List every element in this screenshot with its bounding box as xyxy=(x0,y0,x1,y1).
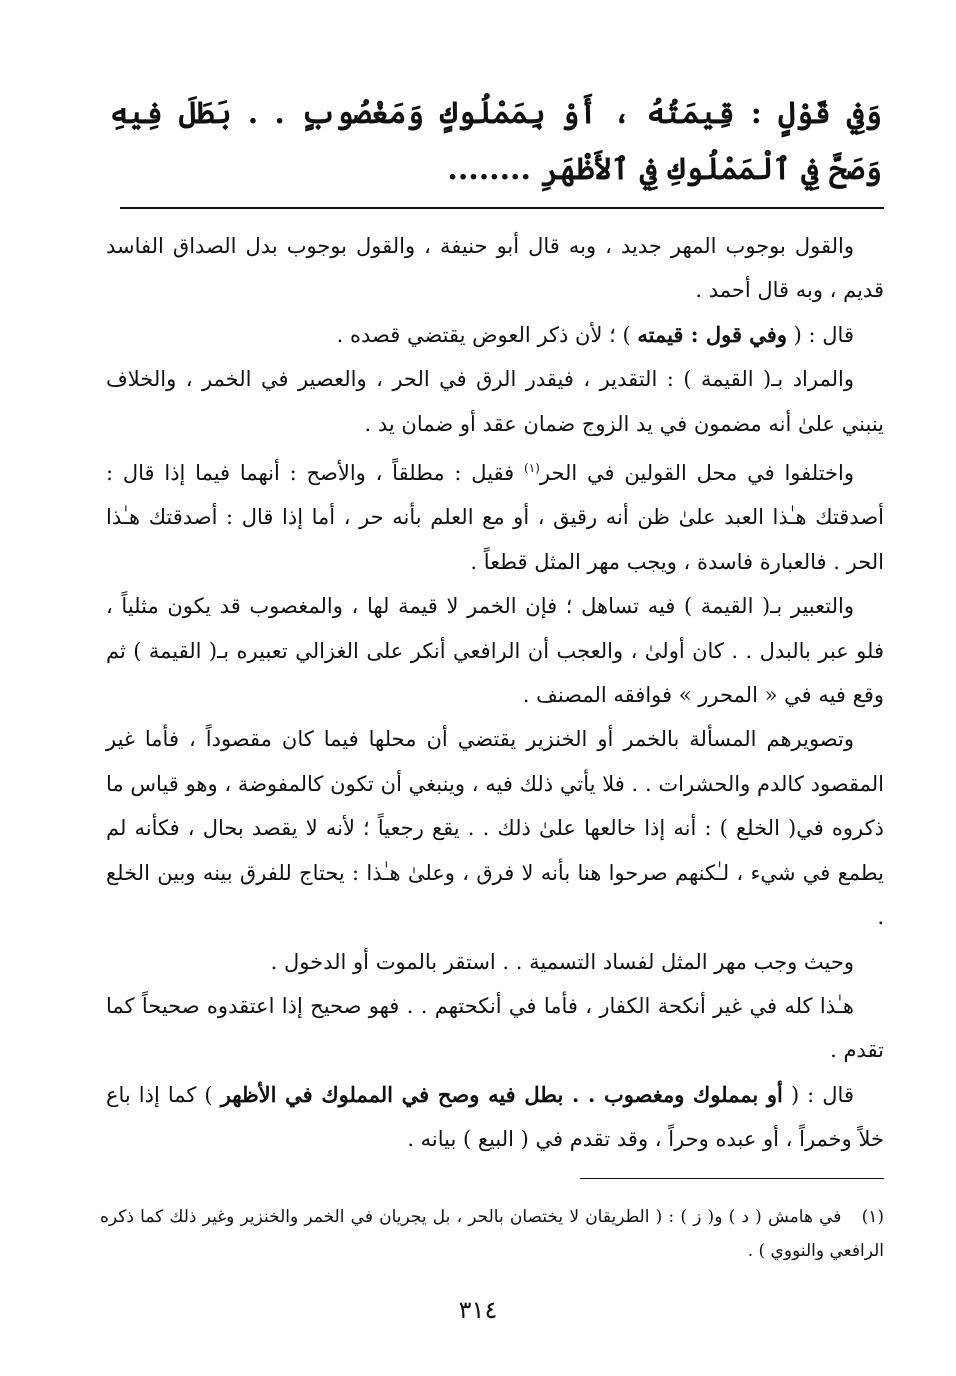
commentary-body xyxy=(106,224,884,1162)
commentary-paragraph-8: هـٰذا كله في غير أنكحة الكفار ، فأما في أنكحتهم . . فهو صحيح إذا اعتقدوه صحيحاً كما تقدم . xyxy=(106,993,884,1063)
commentary-paragraph-4 xyxy=(106,446,884,584)
commentary-paragraph-7: وحيث وجب مهر المثل لفساد التسمية . . استقر بالموت أو الدخول . xyxy=(270,949,854,974)
matn-text xyxy=(110,86,882,198)
commentary-paragraph-1: والقول بوجوب المهر جديد ، وبه قال أبو حنيفة ، والقول بوجوب بدل الصداق الفاسد قديم ، وبه قال أحمد . xyxy=(106,234,884,303)
footnote-number: (١) xyxy=(861,1207,884,1227)
footnote-separator-rule xyxy=(580,1178,884,1179)
matn-separator-rule xyxy=(120,207,884,209)
matn-dots: ........ xyxy=(447,152,531,187)
footnote-reference[interactable]: (١) xyxy=(524,461,540,476)
commentary-paragraph-2 xyxy=(106,313,884,357)
footnote-text: في هامش ( د ) و( ز ) : ( الطريقان لا يختصان بالحر ، بل يجريان في الخمر والخنزير وغير ذلك كما ذكره الرافعي والنووي ) . xyxy=(100,1207,884,1261)
paragraph-text: فقيل : مطلقاً ، والأصح : أنهما فيما إذا قال : أصدقتك هـٰذا العبد علىٰ ظن أنه رقيق ، أو مع العلم بأنه حر ، أما إذا قال : أصدقتك هـٰذا الحر . فالعبارة فاسدة ، ويجب مهر المثل قطعاً . xyxy=(106,461,884,574)
commentary-paragraph-3: والمراد بـ( القيمة ) : التقدير ، فيقدر الرق في الحر ، والعصير في الخمر ، والخلاف ينبني علىٰ أنه مضمون في يد الزوج ضمان عقد أو ضمان يد . xyxy=(106,367,884,436)
quoted-matn: أو بمملوك ومغصوب . . بطل فيه وصح في المملوك في الأظهر xyxy=(220,1081,783,1107)
commentary-paragraph-6: وتصويرهم المسألة بالخمر أو الخنزير يقتضي أن محلها فيما كان مقصوداً ، فأما غير المقصود كالدم والحشرات . . فلا يأتي ذلك فيه ، وينبغي أن تكون كالمفوضة ، وهو قياس ما ذكروه في( الخلع ) : أنه إذا خالعها علىٰ ذلك . . يقع رجعياً ؛ لأنه لا يقصد بحال ، فكأنه لم يطمع في شيء ، لـٰكنهم صرحوا هنا بأنه لا فرق ، وعلىٰ هـٰذا : يحتاج للفرق بينه وبين الخلع . xyxy=(106,727,884,930)
matn-line: وَفِي قَوْلٍ : قِيمَتُهُ ، أَوْ بِمَمْلُوكٍ وَمَغْصُوبٍ . . بَطَلَ فِيهِ وَصَحَّ فِي ٱلْمَمْلُوكِ فِي ٱلأَظْهَرِ xyxy=(110,96,882,187)
quoted-matn: وفي قول : قيمته xyxy=(637,321,787,347)
commentary-paragraph-9 xyxy=(106,1073,884,1162)
quote-rest: ) ؛ لأن ذكر العوض يقتضي قصده . xyxy=(336,322,631,347)
footnote xyxy=(100,1200,884,1268)
quote-rest: ) كما إذا باع خلاً وخمراً ، أو عبده وحراً ، وقد تقدم في ( البيع ) بيانه . xyxy=(106,1082,884,1152)
quote-open: قال : ( xyxy=(793,322,854,347)
paragraph-text: واختلفوا في محل القولين في الحر xyxy=(539,461,854,486)
quote-open: قال : ( xyxy=(790,1082,854,1107)
page-number: ٣١٤ xyxy=(458,1296,498,1324)
commentary-paragraph-5: والتعبير بـ( القيمة ) فيه تساهل ؛ فإن الخمر لا قيمة لها ، والمغصوب قد يكون مثلياً ، فلو عبر بالبدل . . كان أولىٰ ، والعجب أن الرافعي أنكر على الغزالي تعبيره بـ( القيمة ) ثم وقع فيه في « المحرر » فوافقه المصنف . xyxy=(106,594,884,708)
